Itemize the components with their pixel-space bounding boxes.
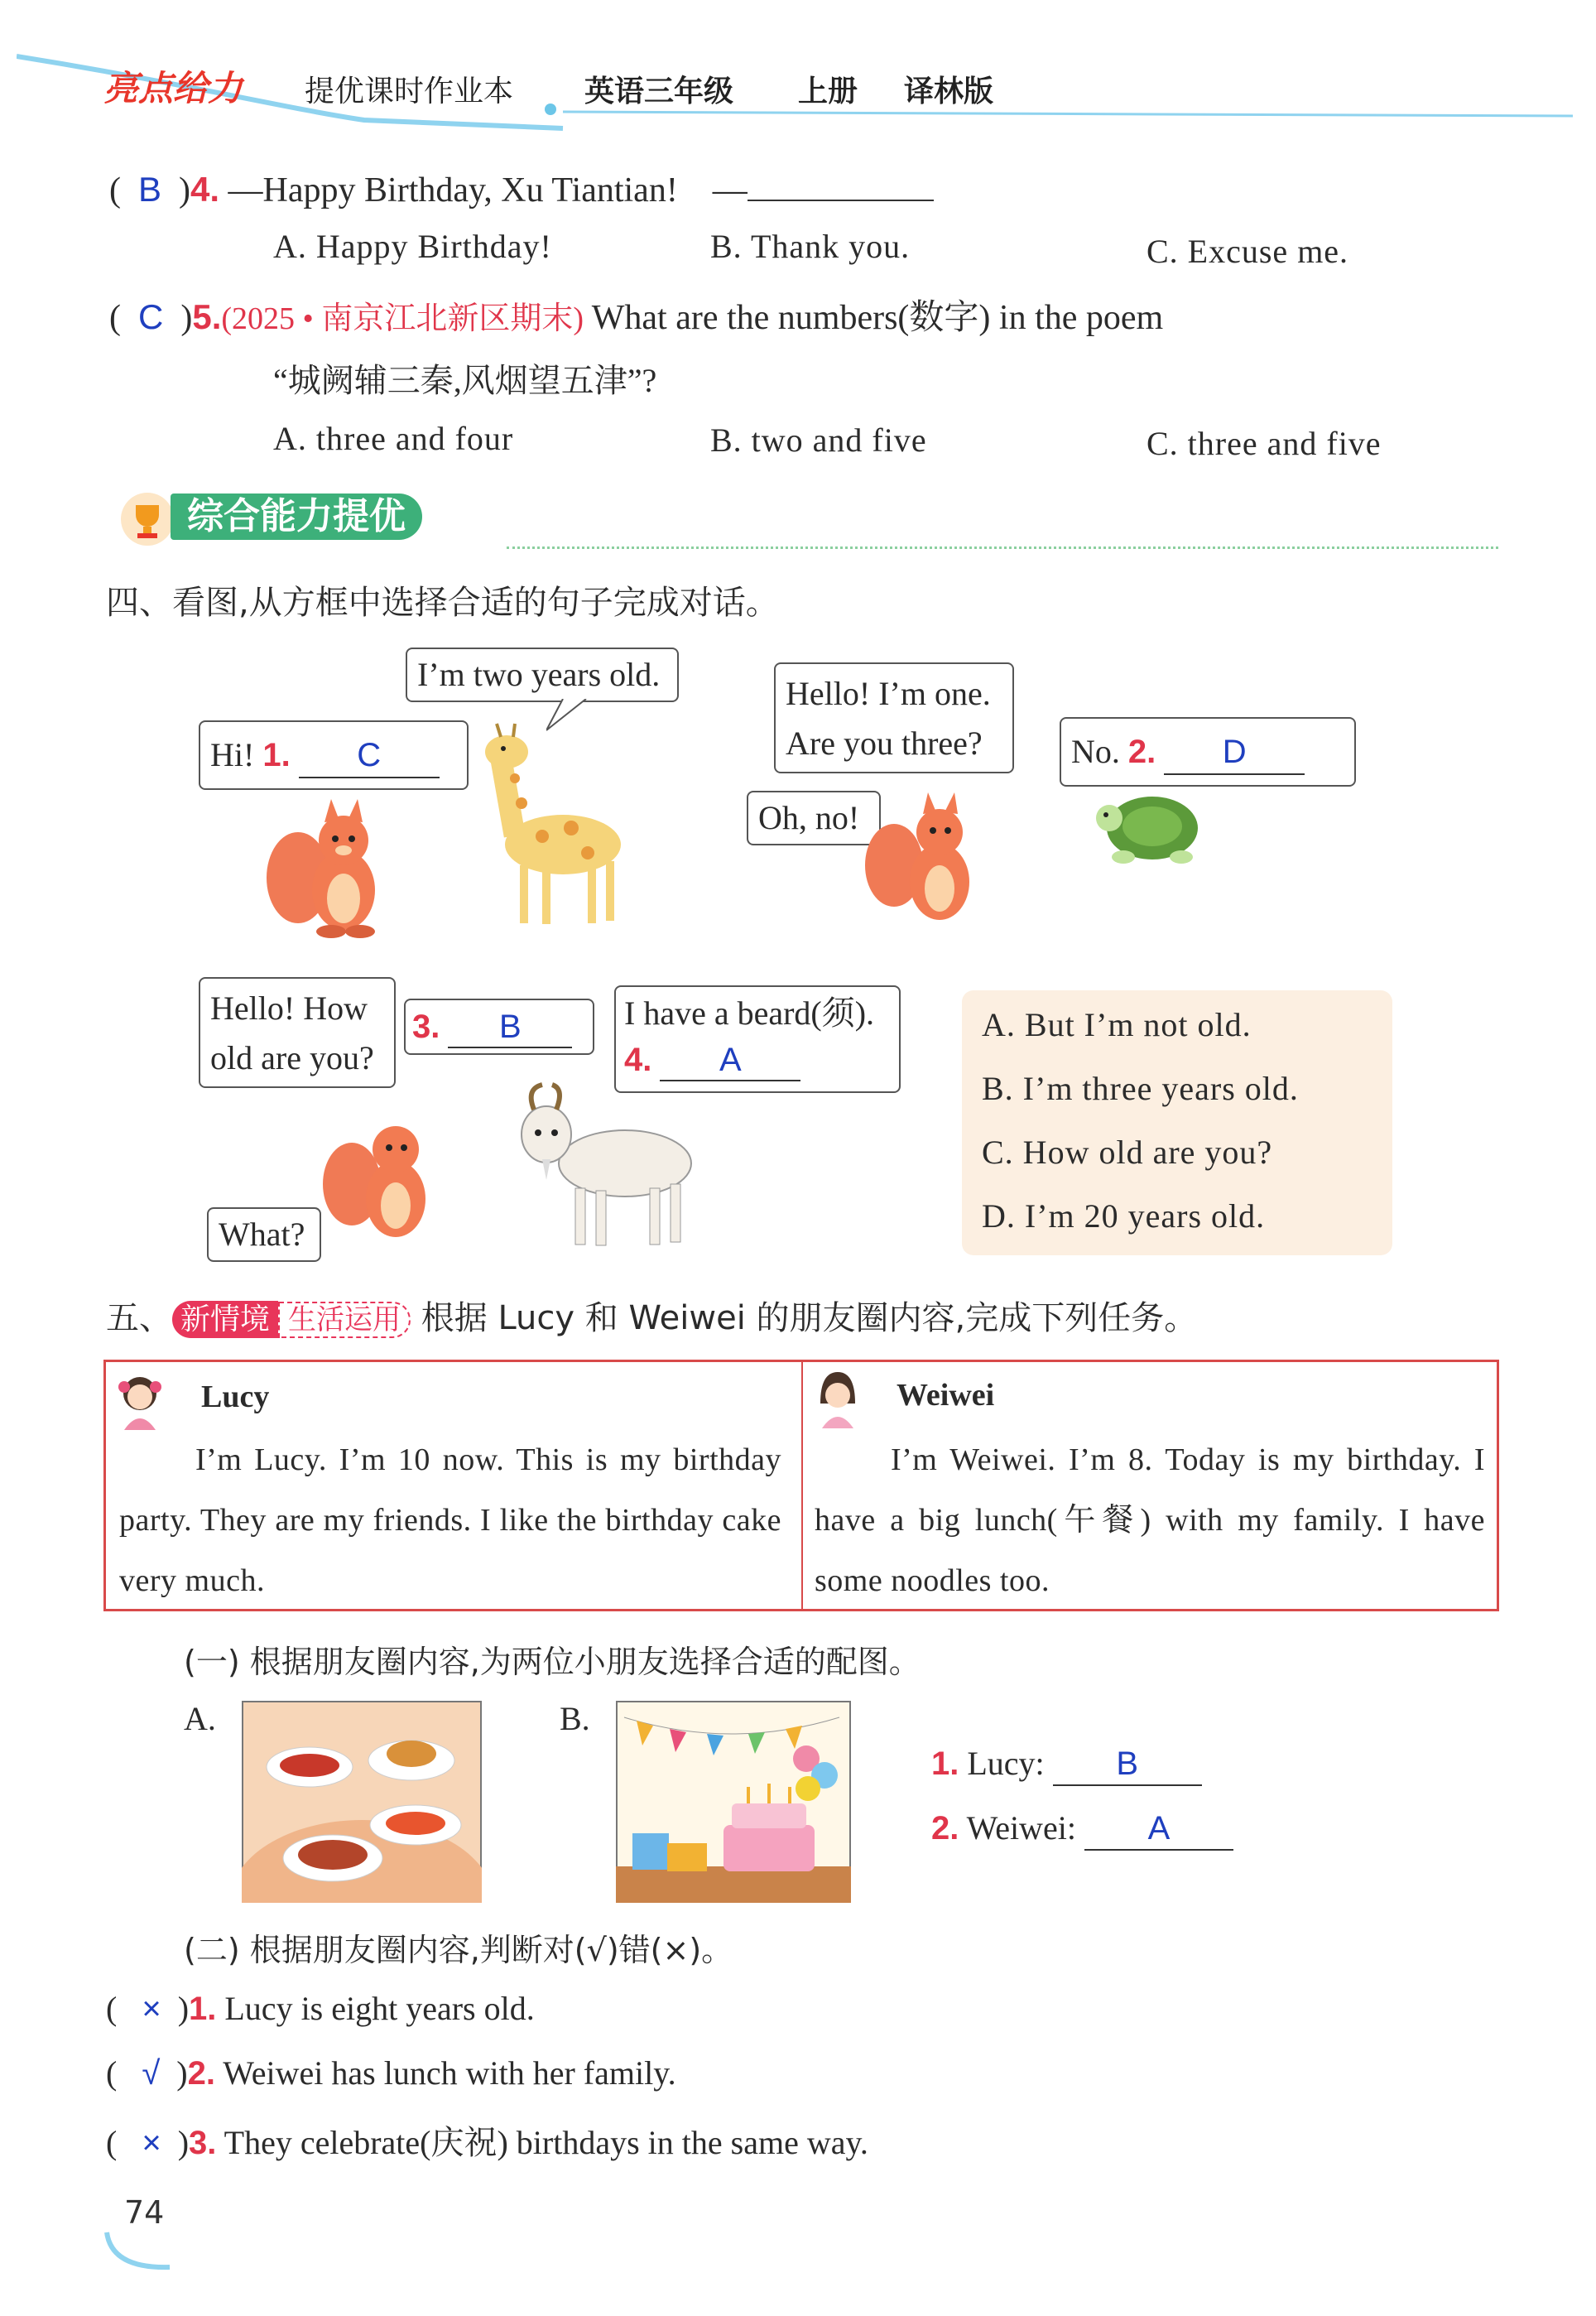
part5-tag-new: 新情境 xyxy=(172,1301,278,1338)
part5-q2-blank xyxy=(1084,1810,1233,1851)
part5-q1-label: Lucy: xyxy=(967,1745,1045,1782)
bubble-3 xyxy=(404,999,594,1055)
header-course: 英语三年级 xyxy=(584,75,734,108)
mc-question-5-poem: “城阙辅三秦,风烟望五津”? xyxy=(273,362,657,399)
part5-sub2-title: (二) 根据朋友圈内容,判断对(√)错(×)。 xyxy=(184,1932,733,1968)
bubble-what: What? xyxy=(207,1207,321,1262)
picture-b-party xyxy=(616,1701,851,1903)
bubble-hi-text: Hi! xyxy=(210,736,255,773)
squirrel-illustration-2 xyxy=(865,791,989,932)
mc-option-4b: B. Thank you. xyxy=(710,228,911,265)
tf-item-3: ( × )3. They celebrate(庆祝) birthdays in the same way. xyxy=(106,2124,868,2161)
part4-option-a: A. But I’m not old. xyxy=(982,1006,1252,1043)
trophy-icon xyxy=(116,490,179,548)
part5-title-prefix: 五、 xyxy=(106,1299,172,1337)
squirrel-illustration-3 xyxy=(323,1110,447,1246)
blank-1 xyxy=(299,739,440,778)
page-number: 74 xyxy=(124,2194,165,2231)
weiwei-post: I’m Weiwei. I’m 8. Today is my birthday. I have a big lunch(午餐) with my family. I have some noodles too. xyxy=(815,1442,1485,1598)
blank-3-answer: B xyxy=(499,1009,522,1045)
part4-options-box xyxy=(962,990,1392,1255)
part5-q2-label: Weiwei: xyxy=(966,1809,1076,1847)
bubble-how-old-line2: old are you? xyxy=(210,1039,374,1076)
part4-option-d: D. I’m 20 years old. xyxy=(982,1197,1266,1235)
tf-text-2: Weiwei has lunch with her family. xyxy=(223,2054,676,2092)
mc-question-5: ( C )5.(2025 • 南京江北新区期末) What are the numbers(数字) in the poem xyxy=(109,297,1164,337)
bubble-beard-text: I have a beard(须). xyxy=(624,994,875,1032)
part5-q1 xyxy=(931,1744,1202,1786)
mc-option-4c: C. Excuse me. xyxy=(1147,233,1349,270)
blank-2-answer: D xyxy=(1222,734,1247,770)
bubble-giraffe: I’m two years old. xyxy=(406,648,679,702)
mc-blank-4 xyxy=(748,166,934,201)
mc-answer-4: B xyxy=(138,170,162,209)
mc-option-5c: C. three and five xyxy=(1147,425,1382,462)
header-volume: 上册 xyxy=(798,75,858,108)
part4-option-b: B. I’m three years old. xyxy=(982,1070,1299,1107)
tf-num-1: 1. xyxy=(189,1991,217,2027)
bubble-hi xyxy=(199,720,469,790)
blank-4-answer: A xyxy=(719,1042,742,1078)
part5-q2 xyxy=(931,1808,1233,1851)
squirrel-illustration xyxy=(265,799,397,940)
lucy-post: I’m Lucy. I’m 10 now. This is my birthday party. They are my friends. I like the birthday cake very much. xyxy=(119,1442,781,1598)
tf-num-2: 2. xyxy=(187,2055,215,2092)
turtle-illustration xyxy=(1094,778,1219,869)
bubble-hello-one-line1: Hello! I’m one. xyxy=(786,675,991,712)
picture-a-meal xyxy=(242,1701,482,1903)
bubble-how-old-line1: Hello! How xyxy=(210,989,368,1027)
tf-mark-1: × xyxy=(142,1991,161,2027)
picture-a-label: A. xyxy=(184,1700,216,1737)
lucy-name: Lucy xyxy=(201,1379,270,1414)
mc-answer-5: C xyxy=(138,297,164,336)
moments-box xyxy=(103,1360,1499,1611)
tf-num-3: 3. xyxy=(189,2125,217,2161)
mc-question-5-text: What are the numbers(数字) in the poem xyxy=(591,299,1164,337)
part4-option-c: C. How old are you? xyxy=(982,1134,1273,1171)
bubble-ohno: Oh, no! xyxy=(747,791,881,845)
bubble-beard-num: 4. xyxy=(624,1042,652,1078)
moments-divider xyxy=(801,1362,803,1609)
lucy-avatar xyxy=(116,1372,164,1430)
tf-text-3: They celebrate(庆祝) birthdays in the same way. xyxy=(224,2124,868,2161)
page-number-swoosh xyxy=(103,2227,178,2277)
part5-q1-answer: B xyxy=(1116,1745,1139,1782)
bubble-no xyxy=(1060,717,1356,787)
section-divider xyxy=(507,546,1498,549)
mc-question-4: ( B )4. —Happy Birthday, Xu Tiantian! — xyxy=(109,162,934,212)
part5-title-row xyxy=(106,1292,1197,1339)
part5-title: 根据 Lucy 和 Weiwei 的朋友圈内容,完成下列任务。 xyxy=(421,1299,1198,1337)
mc-num-4: 4. xyxy=(190,170,220,209)
part5-q2-answer: A xyxy=(1147,1810,1171,1847)
bubble-no-num: 2. xyxy=(1127,734,1156,770)
section-banner-title: 综合能力提优 xyxy=(171,494,422,540)
bubble-3-num: 3. xyxy=(412,1009,440,1045)
weiwei-avatar xyxy=(814,1370,862,1428)
header-subtitle: 提优课时作业本 xyxy=(305,75,514,108)
part4-title: 四、看图,从方框中选择合适的句子完成对话。 xyxy=(106,584,779,622)
tf-mark-2: √ xyxy=(142,2055,161,2092)
mc-source-5: (2025 • 南京江北新区期末) xyxy=(221,301,584,336)
header-brand: 亮点给力 xyxy=(103,68,243,108)
tf-item-1: ( × )1. Lucy is eight years old. xyxy=(106,1990,535,2027)
part5-sub1-title: (一) 根据朋友圈内容,为两位小朋友选择合适的配图。 xyxy=(184,1644,921,1680)
bubble-hi-num: 1. xyxy=(262,737,291,773)
bubble-hello-one-line2: Are you three? xyxy=(786,725,983,762)
picture-b-label: B. xyxy=(560,1700,590,1737)
part5-tag-life: 生活运用 xyxy=(278,1302,411,1338)
bubble-hello-one xyxy=(774,662,1014,773)
mc-option-5a: A. three and four xyxy=(273,420,514,457)
part5-q1-blank xyxy=(1053,1745,1202,1786)
blank-1-answer: C xyxy=(357,737,382,773)
header-edition: 译林版 xyxy=(904,75,994,108)
bubble-how-old xyxy=(199,977,396,1088)
tf-item-2: ( √ )2. Weiwei has lunch with her family. xyxy=(106,2054,676,2092)
bubble-no-text: No. xyxy=(1071,733,1120,770)
mc-option-4a: A. Happy Birthday! xyxy=(273,228,552,265)
mc-question-4-text: —Happy Birthday, Xu Tiantian! — xyxy=(228,171,748,209)
tf-text-1: Lucy is eight years old. xyxy=(224,1990,535,2027)
weiwei-name: Weiwei xyxy=(897,1378,995,1413)
blank-3 xyxy=(448,1009,572,1048)
tf-mark-3: × xyxy=(142,2125,161,2161)
blank-2 xyxy=(1164,735,1305,775)
part5-q1-num: 1. xyxy=(931,1745,959,1782)
mc-num-5: 5. xyxy=(192,297,222,336)
part5-q2-num: 2. xyxy=(931,1810,959,1847)
mc-option-5b: B. two and five xyxy=(710,421,927,459)
goat-illustration xyxy=(505,1076,704,1250)
section-banner xyxy=(116,490,505,545)
giraffe-illustration xyxy=(464,720,646,927)
